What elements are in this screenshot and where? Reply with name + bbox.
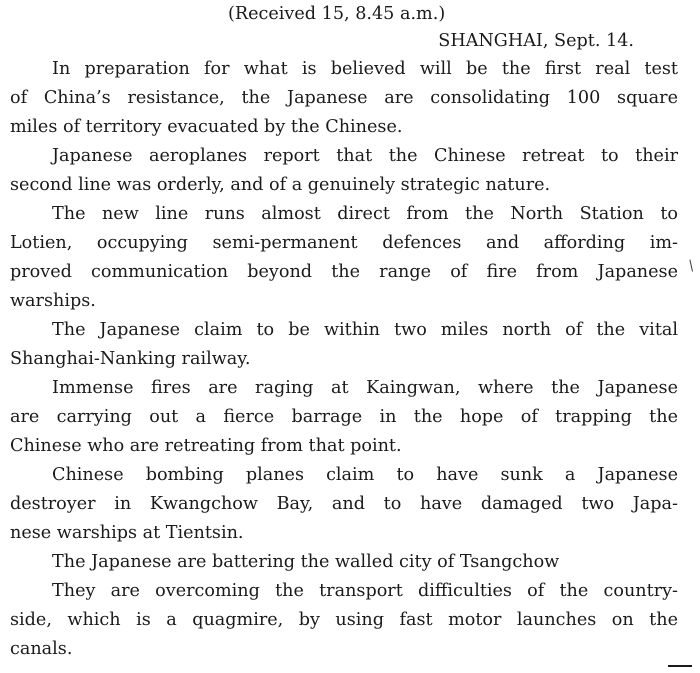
text-line: warships. xyxy=(10,291,96,311)
text-line: Shanghai-Nanking railway. xyxy=(10,349,251,369)
text-line: are carrying out a fierce barrage in the hope of trapping the xyxy=(10,407,678,427)
text-line: nese warships at Tientsin. xyxy=(10,523,244,543)
dateline: SHANGHAI, Sept. 14. xyxy=(438,31,634,51)
paragraph-4 xyxy=(10,316,678,374)
text-line: miles of territory evacuated by the Chinese. xyxy=(10,117,403,137)
text-line: of China’s resistance, the Japanese are consolidating 100 square xyxy=(10,88,678,108)
text-line: canals. xyxy=(10,639,73,659)
text-line: The Japanese are battering the walled city of Tsangchow xyxy=(52,552,560,572)
paragraph-6 xyxy=(10,461,678,548)
text-line: The new line runs almost direct from the North Station to xyxy=(52,204,678,224)
text-line: side, which is a quagmire, by using fast motor launches on the xyxy=(10,610,678,630)
footer-rule xyxy=(668,665,692,667)
paragraph-5 xyxy=(10,374,678,461)
text-line: proved communication beyond the range of fire from Japanese xyxy=(10,262,678,282)
paragraph-2 xyxy=(10,142,678,200)
news-dispatch xyxy=(10,0,678,664)
margin-pencil-mark: / xyxy=(685,257,698,275)
text-line: destroyer in Kwangchow Bay, and to have damaged two Japa- xyxy=(10,494,678,514)
text-line: In preparation for what is believed will be the first real test xyxy=(52,59,678,79)
text-line: second line was orderly, and of a genuinely strategic nature. xyxy=(10,175,551,195)
text-line: Lotien, occupying semi-permanent defences and affording im- xyxy=(10,233,678,253)
text-line: Chinese who are retreating from that point. xyxy=(10,436,402,456)
text-line: They are overcoming the transport difficulties of the country- xyxy=(52,581,678,601)
paragraph-3 xyxy=(10,200,678,316)
paragraph-7 xyxy=(10,548,678,577)
paragraph-1 xyxy=(10,55,678,142)
text-line: The Japanese claim to be within two miles north of the vital xyxy=(52,320,678,340)
received-timestamp: (Received 15, 8.45 a.m.) xyxy=(228,4,446,24)
text-line: Japanese aeroplanes report that the Chinese retreat to their xyxy=(52,146,678,166)
text-line: Chinese bombing planes claim to have sunk a Japanese xyxy=(52,465,678,485)
paragraph-8 xyxy=(10,577,678,664)
text-line: Immense fires are raging at Kaingwan, where the Japanese xyxy=(52,378,678,398)
